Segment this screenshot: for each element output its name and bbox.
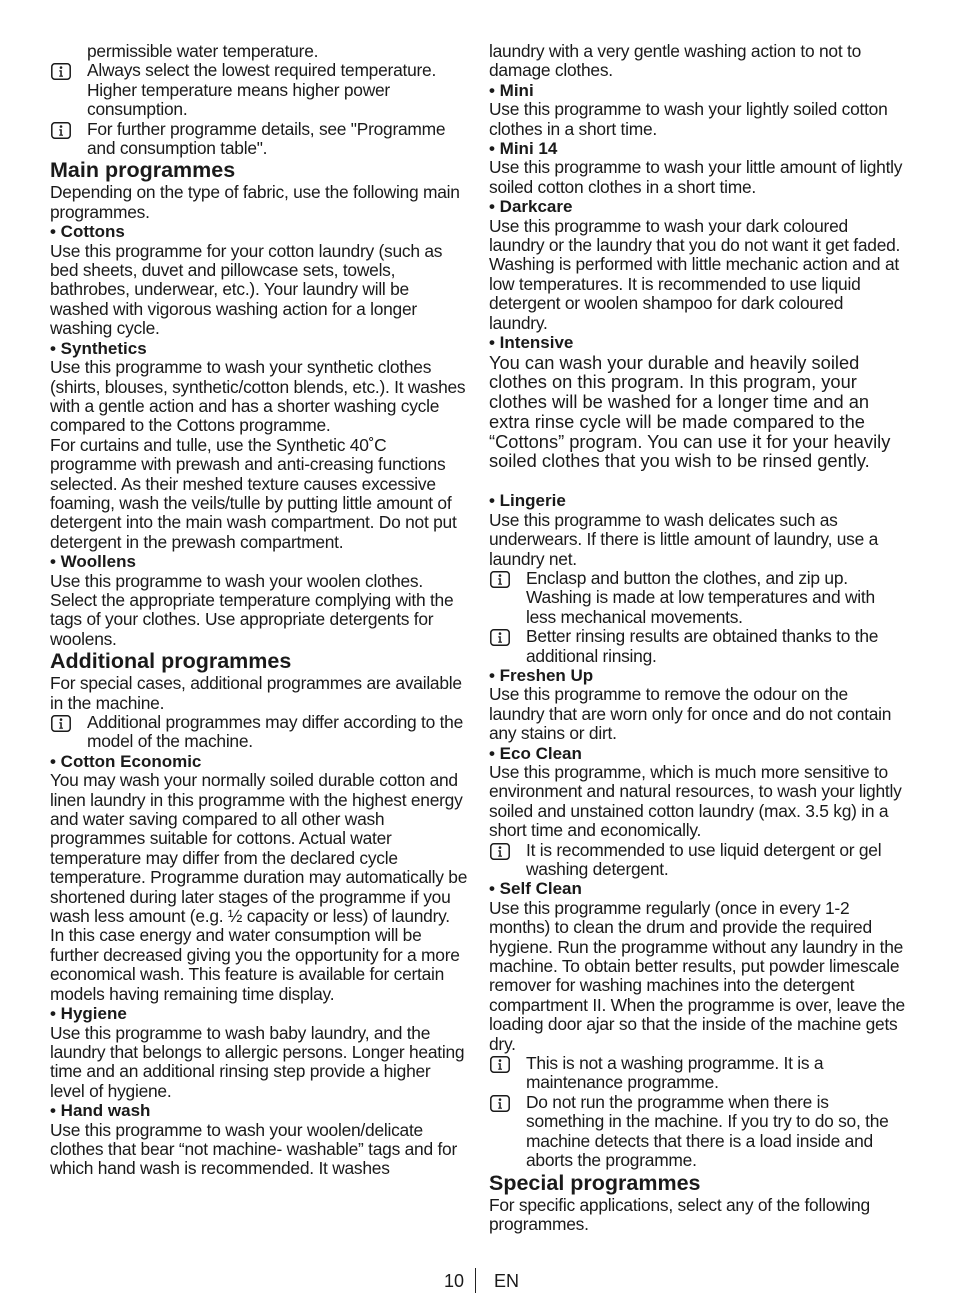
info-icon: [490, 1095, 510, 1112]
darkcare-title: • Darkcare: [489, 197, 573, 217]
mini14-title: • Mini 14: [489, 139, 558, 159]
hygiene-title: • Hygiene: [50, 1004, 127, 1024]
cotton-economic-title: • Cotton Economic: [50, 751, 202, 771]
special-programmes-intro: For specific applications, select any of the following programmes.: [489, 1194, 870, 1234]
intensive-block: [489, 353, 905, 472]
additional-programmes-heading: Additional programmes: [50, 649, 292, 674]
intro-continuation: permissible water temperature.: [87, 41, 319, 61]
page-number: 10: [443, 1271, 464, 1291]
special-programmes-heading: Special programmes: [489, 1170, 701, 1195]
synthetics-text: Use this programme to wash your synthetic clothes (shirts, blouses, synthetic/cotton blends, etc.). It washes with a gentle action and has a shorter washing cycle compared to the Cottons programme.: [50, 357, 466, 436]
cotton-economic-text: You may wash your normally soiled durable cotton and linen laundry in this programme with the highest energy and water saving compared to all other wash programmes suitable for cottons. Actual water temperature may differ from the declared cycle temperature. Programme duration may automatically be shortened during later stages of the programme if you wash less amount (e.g. ½ capacity or less) of laundry. In this case energy and water consumption will be further decreased giving you the opportunity for a more economical wash. This feature is available for certain models having remaining time display.: [50, 770, 468, 1004]
cottons-text: Use this programme for your cotton laundry (such as bed sheets, duvet and pillowcase sets, towels, bathrobes, underwear, etc.). Your laundry will be washed with vigorous washing action for a longer washing cycle.: [50, 240, 443, 339]
info-icon: [490, 629, 510, 646]
freshen-up-text: Use this programme to remove the odour on the laundry that are worn only for once and do not contain any stains or dirt.: [489, 684, 892, 744]
note-text: Always select the lowest required temperature. Higher temperature means higher power consumption.: [87, 60, 437, 120]
page-footer: [0, 1268, 954, 1296]
info-icon: [51, 63, 71, 80]
synthetics-curtains-text: For curtains and tulle, use the Synthetic 40˚C programme with prewash and anti-creasing functions selected. As their meshed texture causes excessive foaming, wash the veils/tulle by putting little amount of detergent into the main wash compartment. Do not put detergent in the prewash compartment.: [50, 434, 457, 552]
left-column: [50, 42, 468, 1179]
info-icon: [51, 715, 71, 732]
language-code: EN: [494, 1271, 520, 1291]
note-text: Do not run the programme when there is something in the machine. If you try to do so, the machine detects that there is a load inside and aborts the programme.: [526, 1091, 889, 1171]
self-clean-title: • Self Clean: [489, 879, 582, 899]
main-programmes-intro: Depending on the type of fabric, use the following main programmes.: [50, 182, 460, 222]
intensive-text: You can wash your durable and heavily soiled clothes on this program. In this program, your clothes will be washed for a longer time and an extra rinse cycle will be made compared to the “Cottons” program. You can use it for your heavily soiled clothes that you wish to be rinsed gently.: [489, 351, 891, 472]
note-do-not-run: [489, 1093, 905, 1171]
eco-clean-title: • Eco Clean: [489, 743, 582, 763]
hand-wash-title: • Hand wash: [50, 1101, 151, 1121]
note-text: Better rinsing results are obtained thanks to the additional rinsing.: [526, 626, 879, 666]
right-column: [489, 42, 905, 1234]
note-maintenance: [489, 1054, 905, 1093]
woollens-title: • Woollens: [50, 552, 136, 572]
note-rinsing: [489, 627, 905, 666]
note-text: For further programme details, see "Programme and consumption table".: [87, 118, 446, 159]
note-text: Enclasp and button the clothes, and zip up. Washing is made at low temperatures and with less mechanical movements.: [526, 567, 875, 627]
freshen-up-title: • Freshen Up: [489, 665, 594, 685]
note-text: Additional programmes may differ according to the model of the machine.: [87, 712, 464, 752]
note-liquid: [489, 841, 905, 880]
mini14-text: Use this programme to wash your little amount of lightly soiled cotton clothes in a short time.: [489, 157, 903, 197]
info-icon: [490, 571, 510, 588]
eco-clean-text: Use this programme, which is much more sensitive to environment and natural resources, to wash your lightly soiled and unstained cotton laundry (max. 3.5 kg) in a short time and economically.: [489, 761, 902, 841]
self-clean-text: Use this programme regularly (once in every 1-2 months) to clean the drum and provide the required hygiene. Run the programme without any laundry in the machine. To obtain better results, put powder limescale remover for washing machines into the detergent compartment II. When the programme is over, leave the loading door ajar so that the inside of the machine gets dry.: [489, 897, 905, 1054]
darkcare-text: Use this programme to wash your dark coloured laundry or the laundry that you do not want it get faded. Washing is performed with little mechanic action and at low temperatures. It is recommended to use liquid detergent or woolen shampoo for dark coloured laundry.: [489, 215, 901, 333]
woollens-text: Use this programme to wash your woolen clothes. Select the appropriate temperature complying with the tags of your clothes. Use appropriate detergents for woolens.: [50, 570, 454, 649]
note-text: This is not a washing programme. It is a maintenance programme.: [526, 1053, 824, 1093]
synthetics-title: • Synthetics: [50, 338, 147, 358]
footer-divider: [475, 1268, 476, 1293]
info-icon: [490, 1056, 510, 1073]
note-lowest-temp: [50, 61, 468, 119]
info-icon: [490, 843, 510, 860]
hand-wash-text: Use this programme to wash your woolen/delicate clothes that bear “not machine- washable” tags and for which hand wash is recommended. It washes: [50, 1119, 458, 1179]
cottons-title: • Cottons: [50, 222, 125, 242]
note-details: [50, 120, 468, 159]
spacer: [489, 471, 905, 491]
mini-text: Use this programme to wash your lightly soiled cotton clothes in a short time.: [489, 99, 888, 139]
info-icon: [51, 122, 71, 139]
note-enclasp: [489, 569, 905, 627]
lingerie-text: Use this programme to wash delicates such as underwears. If there is little amount of laundry, use a laundry net.: [489, 509, 879, 569]
note-intro-cont: [50, 42, 468, 61]
hand-wash-continuation: laundry with a very gentle washing action to not to damage clothes.: [489, 41, 862, 81]
note-additional: [50, 713, 468, 752]
note-text: It is recommended to use liquid detergent or gel washing detergent.: [526, 839, 882, 879]
intensive-title: • Intensive: [489, 333, 574, 353]
main-programmes-heading: Main programmes: [50, 158, 236, 183]
hygiene-text: Use this programme to wash baby laundry, and the laundry that belongs to allergic persons. Longer heating time and an additional rinsing step provide a higher level of hygiene.: [50, 1022, 465, 1101]
mini-title: • Mini: [489, 80, 534, 100]
additional-programmes-intro: For special cases, additional programmes are available in the machine.: [50, 673, 462, 713]
lingerie-title: • Lingerie: [489, 491, 566, 511]
